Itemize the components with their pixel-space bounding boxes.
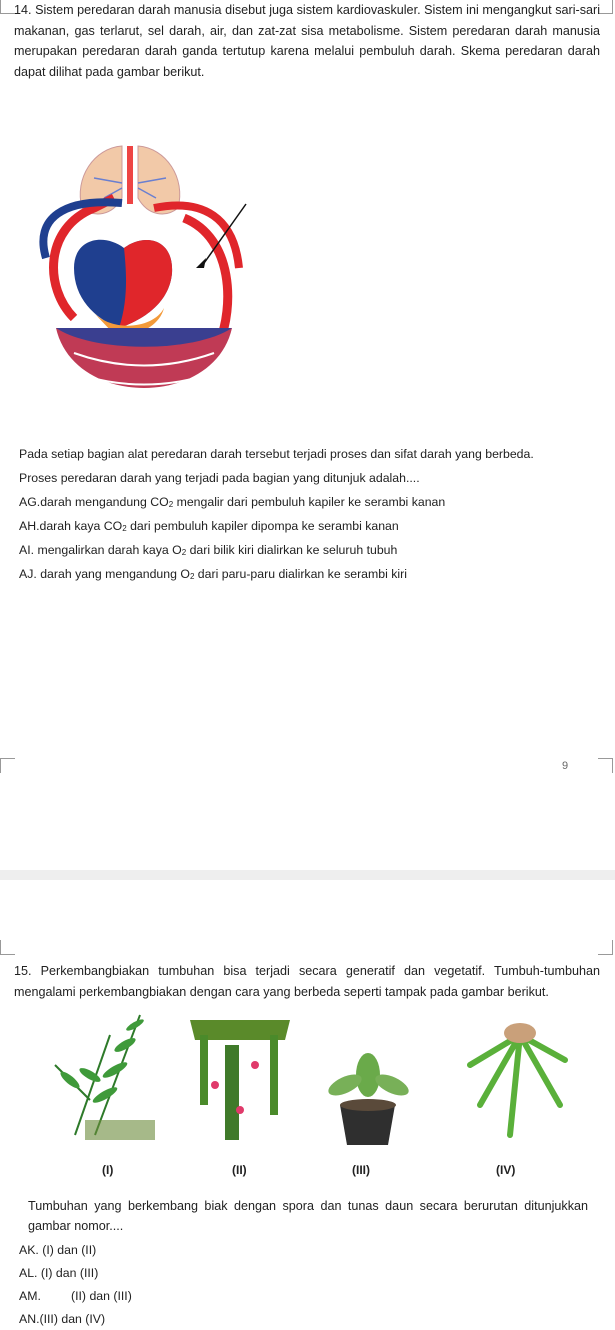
- q14-intro: [14, 0, 600, 82]
- crop-mark: [598, 940, 613, 955]
- page-gap: [0, 870, 615, 880]
- q15-option-an[interactable]: AN.(III) dan (IV): [19, 1312, 106, 1326]
- fern-icon: [55, 1015, 155, 1140]
- page-number: 9: [562, 760, 569, 772]
- q14-option-ai[interactable]: AI. mengalirkan darah kaya $O_2$ dari bilik kiri dialirkan ke seluruh tubuh: [19, 543, 398, 557]
- crop-mark: [0, 0, 15, 14]
- cactus-icon: [190, 1020, 290, 1140]
- plants-illustration: [40, 1005, 570, 1155]
- plant-label-1: (I): [102, 1163, 114, 1177]
- crop-mark: [598, 0, 613, 14]
- crop-mark: [598, 758, 613, 773]
- q15-option-ak[interactable]: AK. (I) dan (II): [19, 1243, 97, 1257]
- q15-option-am[interactable]: AM. (II) dan (III): [19, 1289, 132, 1303]
- q14-option-ag[interactable]: AG.darah mengandung $CO_2$ mengalir dari pembuluh kapiler ke serambi kanan: [19, 495, 446, 509]
- q15-number: 15.: [14, 964, 32, 978]
- circulation-diagram: [34, 138, 254, 428]
- q14-option-ah[interactable]: AH.darah kaya $CO_2$ dari pembuluh kapiler dipompa ke serambi kanan: [19, 519, 399, 533]
- staghorn-fern-icon: [470, 1023, 565, 1135]
- heart-icon: [74, 240, 172, 335]
- plant-label-4: (IV): [496, 1163, 516, 1177]
- q14-question: Proses peredaran darah yang terjadi pada bagian yang ditunjuk adalah....: [19, 471, 420, 485]
- plant-label-3: (III): [352, 1163, 370, 1177]
- potted-plant-icon: [325, 1053, 411, 1145]
- crop-mark: [0, 940, 15, 955]
- plant-label-2: (II): [232, 1163, 247, 1177]
- q15-option-al[interactable]: AL. (I) dan (III): [19, 1266, 99, 1280]
- q14-number: 14.: [14, 3, 32, 17]
- capillary-bed-icon: [56, 328, 232, 388]
- q15-question: Tumbuhan yang berkembang biak dengan spora dan tunas daun secara berurutan ditunjukkan gambar nomor....: [28, 1199, 588, 1233]
- q15-intro: [14, 961, 600, 1002]
- crop-mark: [0, 758, 15, 773]
- q14-intro-text: Sistem peredaran darah manusia disebut juga sistem kardiovaskuler. Sistem ini mengangkut sari-sari makanan, gas terlarut, sel darah, air, dan zat-zat sisa metabolisme. Sistem peredaran darah manusia merupakan peredaran darah ganda tertutup karena melalui pembuluh darah. Skema peredaran darah dapat dilihat pada gambar berikut.: [14, 3, 601, 79]
- q15-intro-text: Perkembangbiakan tumbuhan bisa terjadi secara generatif dan vegetatif. Tumbuh-tumbuhan mengalami perkembangbiakan dengan cara yang berbeda seperti tampak pada gambar berikut.: [14, 964, 600, 999]
- q14-option-aj[interactable]: AJ. darah yang mengandung $O_2$ dari paru-paru dialirkan ke serambi kiri: [19, 567, 407, 581]
- q14-note: Pada setiap bagian alat peredaran darah tersebut terjadi proses dan sifat darah yang berbeda.: [19, 447, 534, 461]
